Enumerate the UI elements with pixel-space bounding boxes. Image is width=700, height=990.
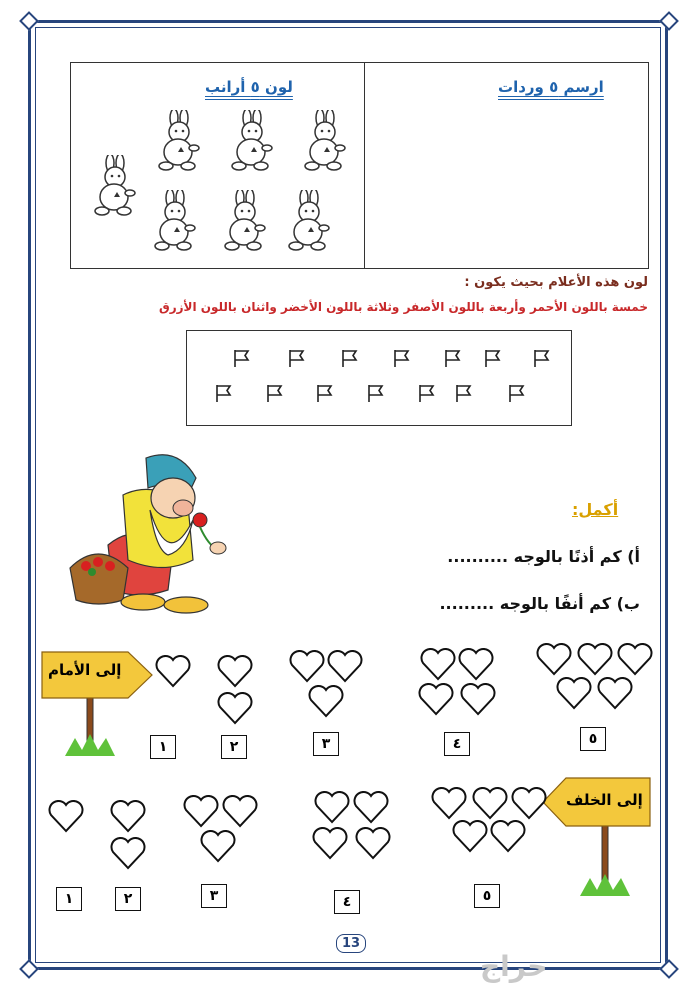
flag-icon <box>392 348 412 368</box>
answer-box[interactable]: ٣ <box>201 884 227 908</box>
flag-icon <box>340 348 360 368</box>
answer-box[interactable]: ١ <box>56 887 82 911</box>
flag-icon <box>232 348 252 368</box>
page-number: 13 <box>336 934 366 953</box>
flags-instruction-line1: لون هذه الأعلام بحيث يكون : <box>464 275 648 290</box>
heart-icon <box>183 795 219 828</box>
heart-icon <box>217 655 253 688</box>
heart-icon <box>511 787 547 820</box>
flags-box <box>186 330 572 426</box>
rabbit-illustration <box>152 110 204 172</box>
heart-icon <box>312 827 348 860</box>
heart-icon <box>217 692 253 725</box>
complete-section-title: أكمل: <box>572 500 619 519</box>
question-nose: ب) كم أنفًا بالوجه ......... <box>439 594 640 613</box>
draw-roses-title: ارسم ٥ وردات <box>498 78 604 96</box>
dwarf-illustration <box>68 450 248 620</box>
answer-box[interactable]: ٤ <box>334 890 360 914</box>
answer-box[interactable]: ٥ <box>580 727 606 751</box>
heart-icon <box>460 683 496 716</box>
heart-icon <box>353 791 389 824</box>
answer-box[interactable]: ٣ <box>313 732 339 756</box>
flags-instruction-line2: خمسة باللون الأحمر وأربعة باللون الأصفر وثلاثة باللون الأخضر واثنان باللون الأزرق <box>158 300 648 314</box>
forward-sign-label: إلى الأمام <box>48 661 122 679</box>
backward-sign-label: إلى الخلف <box>566 791 643 809</box>
answer-box[interactable]: ٢ <box>221 735 247 759</box>
rabbit-illustration <box>225 110 277 172</box>
heart-icon <box>200 830 236 863</box>
rabbit-illustration <box>148 190 200 252</box>
flag-icon <box>287 348 307 368</box>
heart-icon <box>458 648 494 681</box>
heart-icon <box>472 787 508 820</box>
heart-icon <box>452 820 488 853</box>
watermark-text: حراج <box>480 950 548 983</box>
heart-icon <box>289 650 325 683</box>
color-rabbits-title: لون ٥ أرانب <box>205 78 293 96</box>
rabbit-illustration <box>282 190 334 252</box>
heart-icon <box>155 655 191 688</box>
flag-icon <box>454 383 474 403</box>
heart-icon <box>314 791 350 824</box>
heart-icon <box>418 683 454 716</box>
heart-icon <box>327 650 363 683</box>
top-task-divider <box>364 62 365 269</box>
rabbit-illustration <box>88 155 140 217</box>
answer-box[interactable]: ١ <box>150 735 176 759</box>
flag-icon <box>366 383 386 403</box>
heart-icon <box>420 648 456 681</box>
answer-box[interactable]: ٤ <box>444 732 470 756</box>
flag-icon <box>417 383 437 403</box>
heart-icon <box>577 643 613 676</box>
heart-icon <box>48 800 84 833</box>
flag-icon <box>507 383 527 403</box>
question-ears: أ) كم أذنًا بالوجه .......... <box>447 547 640 566</box>
forward-signpost-icon <box>40 638 155 760</box>
backward-signpost-icon <box>540 770 655 900</box>
heart-icon <box>308 685 344 718</box>
heart-icon <box>110 837 146 870</box>
heart-icon <box>490 820 526 853</box>
heart-icon <box>222 795 258 828</box>
heart-icon <box>536 643 572 676</box>
heart-icon <box>556 677 592 710</box>
flag-icon <box>315 383 335 403</box>
flag-icon <box>443 348 463 368</box>
flag-icon <box>265 383 285 403</box>
heart-icon <box>355 827 391 860</box>
flag-icon <box>532 348 552 368</box>
heart-icon <box>597 677 633 710</box>
flag-icon <box>214 383 234 403</box>
heart-icon <box>617 643 653 676</box>
answer-box[interactable]: ٢ <box>115 887 141 911</box>
rabbit-illustration <box>298 110 350 172</box>
heart-icon <box>431 787 467 820</box>
flag-icon <box>483 348 503 368</box>
rabbit-illustration <box>218 190 270 252</box>
answer-box[interactable]: ٥ <box>474 884 500 908</box>
heart-icon <box>110 800 146 833</box>
